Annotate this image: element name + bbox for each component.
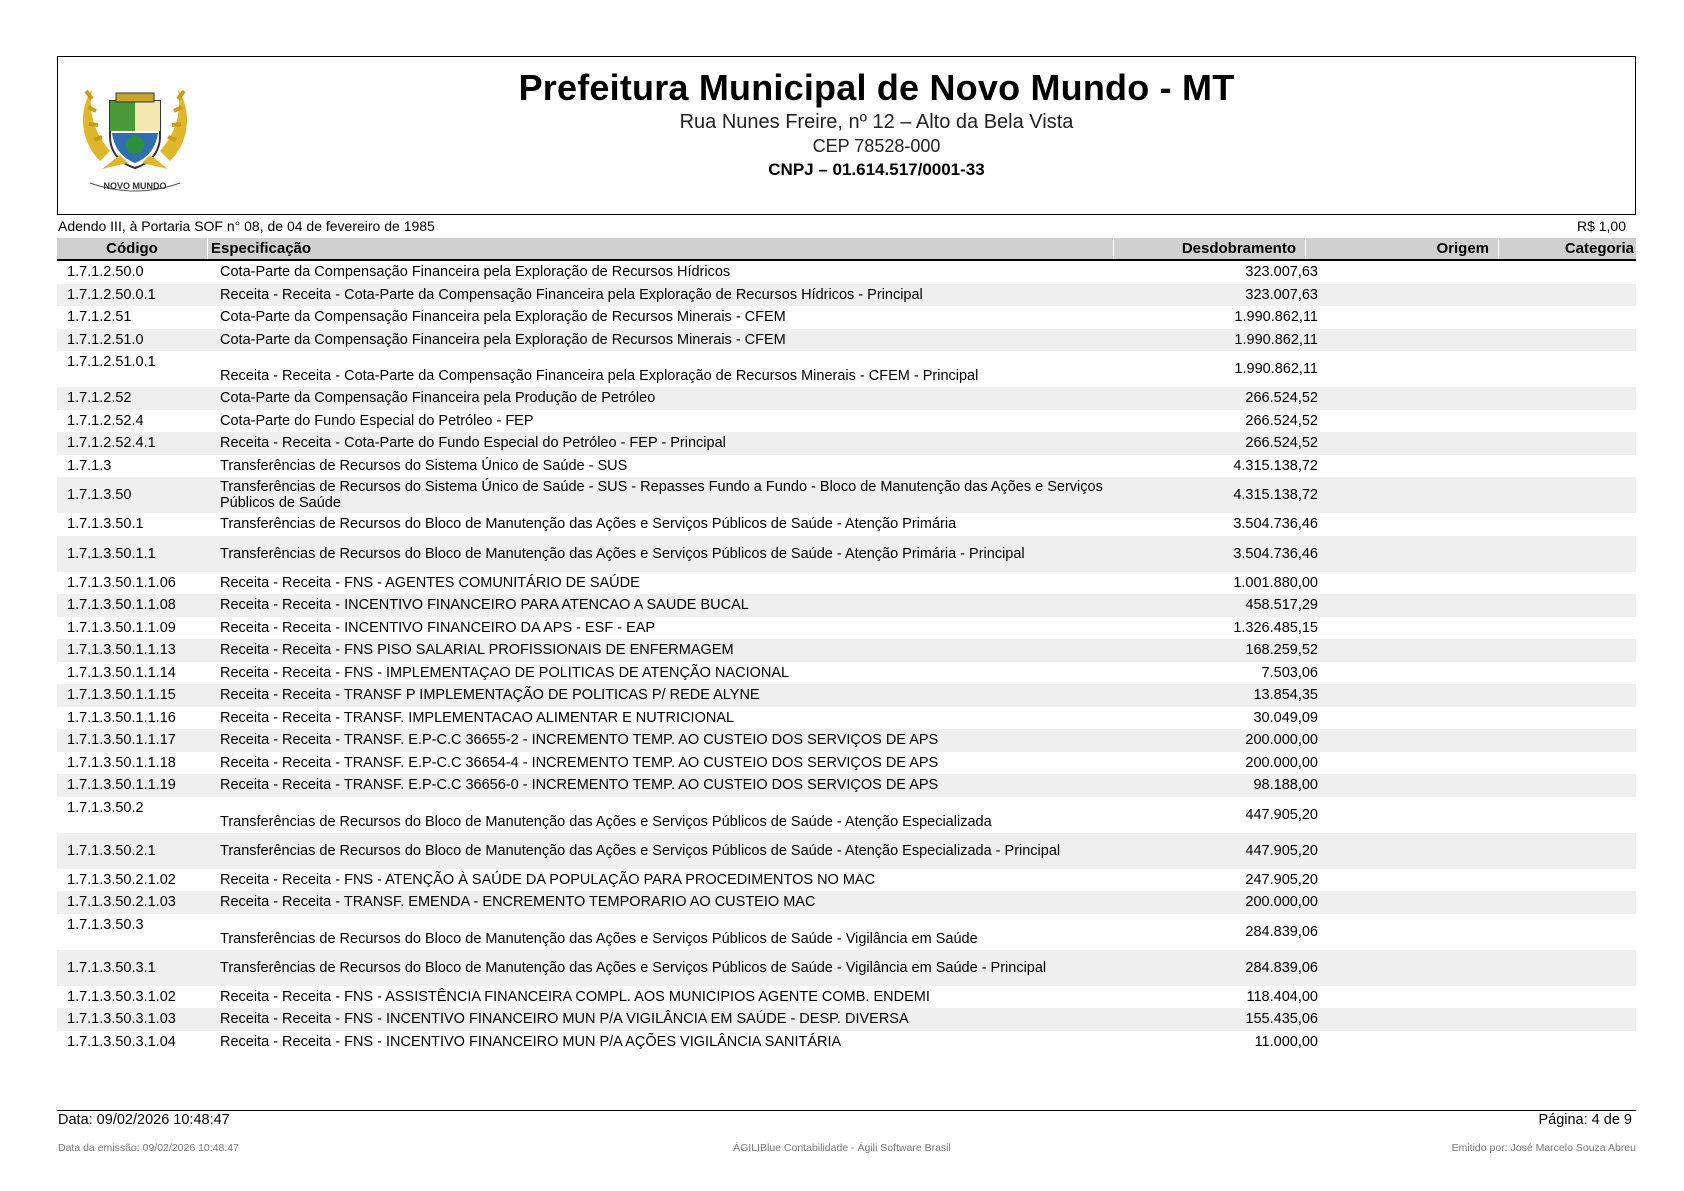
row-specification: Transferências de Recursos do Bloco de Manutenção das Ações e Serviços Públicos de Saúde - Atenção Especializada	[220, 813, 992, 830]
row-code: 1.7.1.3.50.3.1.02	[67, 988, 176, 1005]
row-specification: Receita - Receita - Cota-Parte da Compensação Financeira pela Exploração de Recursos Minerais - CFEM - Principal	[220, 368, 979, 384]
row-code: 1.7.1.2.50.0.1	[67, 286, 156, 303]
row-code: 1.7.1.3.50.1.1.15	[67, 687, 176, 704]
table-row	[57, 387, 1636, 410]
row-desdobramento: 266.524,52	[1245, 435, 1318, 452]
table-row	[57, 639, 1636, 662]
table-row	[57, 572, 1636, 595]
column-header-origem: Origem	[1305, 238, 1498, 259]
column-header-categoria: Categoria	[1498, 238, 1636, 259]
footer-date: Data: 09/02/2026 10:48:47	[58, 1112, 230, 1128]
revenue-table	[57, 238, 1636, 1053]
row-specification: Receita - Receita - FNS - AGENTES COMUNITÁRIO DE SAÚDE	[220, 574, 640, 591]
table-row	[57, 513, 1636, 536]
table-row	[57, 455, 1636, 478]
row-code: 1.7.1.3.50.3.1	[67, 959, 156, 976]
page-number: Página: 4 de 9	[1538, 1112, 1632, 1128]
table-row	[57, 869, 1636, 892]
row-desdobramento: 284.839,06	[1245, 923, 1318, 940]
table-row	[57, 684, 1636, 707]
row-code: 1.7.1.3.50.1.1.09	[67, 619, 176, 636]
footer-divider	[57, 1110, 1636, 1111]
row-desdobramento: 30.049,09	[1253, 709, 1318, 726]
row-code: 1.7.1.2.50.0	[67, 264, 144, 281]
row-code: 1.7.1.3.50.1.1.08	[67, 597, 176, 614]
row-specification: Transferências de Recursos do Bloco de Manutenção das Ações e Serviços Públicos de Saúde - Vigilância em Saúde	[220, 930, 978, 947]
row-specification: Transferências de Recursos do Bloco de Manutenção das Ações e Serviços Públicos de Saúde - Vigilância em Saúde - Principal	[220, 959, 1047, 976]
table-body	[57, 261, 1636, 1053]
table-row	[57, 891, 1636, 914]
svg-text:NOVO MUNDO: NOVO MUNDO	[103, 181, 167, 191]
row-desdobramento: 200.000,00	[1245, 894, 1318, 911]
table-row	[57, 707, 1636, 730]
row-desdobramento: 4.315.138,72	[1233, 487, 1318, 503]
row-desdobramento: 323.007,63	[1245, 264, 1318, 281]
row-code: 1.7.1.2.51.0.1	[67, 354, 156, 370]
row-desdobramento: 118.404,00	[1246, 988, 1318, 1005]
row-specification: Receita - Receita - FNS - ATENÇÃO À SAÚDE DA POPULAÇÃO PARA PROCEDIMENTOS NO MAC	[220, 871, 876, 888]
row-specification: Receita - Receita - Cota-Parte do Fundo Especial do Petróleo - FEP - Principal	[220, 435, 726, 452]
row-code: 1.7.1.3	[67, 457, 112, 474]
row-code: 1.7.1.3.50.3.1.03	[67, 1011, 176, 1028]
table-row	[57, 752, 1636, 775]
row-desdobramento: 155.435,06	[1245, 1011, 1318, 1028]
row-code: 1.7.1.3.50	[67, 487, 132, 503]
table-header	[57, 238, 1636, 261]
cep-line: CEP 78528-000	[812, 136, 941, 156]
row-specification: Cota-Parte da Compensação Financeira pela Exploração de Recursos Minerais - CFEM	[220, 309, 786, 326]
row-desdobramento: 98.188,00	[1253, 777, 1318, 794]
table-row	[57, 410, 1636, 433]
row-code: 1.7.1.3.50.1.1.13	[67, 642, 176, 659]
page-title: Prefeitura Municipal de Novo Mundo - MT	[518, 67, 1235, 108]
table-row	[57, 833, 1636, 869]
row-desdobramento: 458.517,29	[1245, 597, 1318, 614]
row-code: 1.7.1.3.50.1.1.17	[67, 732, 176, 749]
row-desdobramento: 323.007,63	[1245, 286, 1318, 303]
row-code: 1.7.1.2.52.4	[67, 412, 144, 429]
row-code: 1.7.1.3.50.1.1.18	[67, 754, 176, 771]
emission-date: Data da emissão: 09/02/2026 10:48:47	[58, 1142, 239, 1154]
row-code: 1.7.1.2.51	[67, 309, 132, 326]
column-header-especificacao: Especificação	[207, 238, 1113, 259]
row-desdobramento: 1.001.880,00	[1233, 574, 1318, 591]
table-row	[57, 662, 1636, 685]
row-desdobramento: 11.000,00	[1254, 1033, 1318, 1050]
report-subheader	[58, 218, 1626, 236]
row-desdobramento: 13.854,35	[1253, 687, 1318, 704]
row-desdobramento: 247.905,20	[1245, 871, 1318, 888]
table-row	[57, 351, 1636, 387]
row-desdobramento: 284.839,06	[1245, 959, 1318, 976]
row-specification: Receita - Receita - TRANSF. E.P-C.C 36656-0 - INCREMENTO TEMP. AO CUSTEIO DOS SERVIÇOS DE APS	[220, 777, 939, 794]
table-row	[57, 306, 1636, 329]
row-desdobramento: 266.524,52	[1245, 390, 1318, 407]
row-desdobramento: 4.315.138,72	[1233, 457, 1318, 474]
row-specification: Transferências de Recursos do Sistema Único de Saúde - SUS - Repasses Fundo a Fundo - Bloco de Manutenção das Ações e Serviços Públicos de Saúde	[220, 479, 1103, 511]
row-specification: Receita - Receita - FNS - INCENTIVO FINANCEIRO MUN P/A AÇÕES VIGILÂNCIA SANITÁRIA	[220, 1033, 842, 1050]
row-code: 1.7.1.3.50.2.1.02	[67, 871, 176, 888]
table-row	[57, 950, 1636, 986]
row-specification: Receita - Receita - FNS - INCENTIVO FINANCEIRO MUN P/A VIGILÂNCIA EM SAÚDE - DESP. DIVERSA	[220, 1011, 909, 1028]
table-row	[57, 261, 1636, 284]
table-row	[57, 1008, 1636, 1031]
row-desdobramento: 1.326.485,15	[1233, 619, 1318, 636]
issued-by: Emitido por: José Marcelo Souza Abreu	[1451, 1142, 1636, 1154]
table-row	[57, 1031, 1636, 1054]
row-specification: Receita - Receita - INCENTIVO FINANCEIRO DA APS - ESF - EAP	[220, 619, 656, 636]
row-specification: Receita - Receita - FNS - ASSISTÊNCIA FINANCEIRA COMPL. AOS MUNICIPIOS AGENTE COMB. ENDEMI	[220, 988, 930, 1005]
row-code: 1.7.1.3.50.1.1	[67, 545, 156, 562]
row-desdobramento: 1.990.862,11	[1234, 331, 1318, 348]
table-row	[57, 284, 1636, 307]
row-specification: Receita - Receita - TRANSF P IMPLEMENTAÇÃO DE POLITICAS P/ REDE ALYNE	[220, 687, 760, 704]
row-desdobramento: 7.503,06	[1261, 664, 1318, 681]
row-code: 1.7.1.2.52	[67, 390, 132, 407]
row-specification: Transferências de Recursos do Bloco de Manutenção das Ações e Serviços Públicos de Saúde - Atenção Especializada - Principal	[220, 842, 1061, 859]
report-reference: Adendo III, à Portaria SOF n° 08, de 04 de fevereiro de 1985	[58, 218, 435, 234]
row-specification: Receita - Receita - INCENTIVO FINANCEIRO PARA ATENCAO A SAUDE BUCAL	[220, 597, 749, 614]
row-code: 1.7.1.3.50.1.1.14	[67, 664, 176, 681]
row-specification: Transferências de Recursos do Sistema Único de Saúde - SUS	[220, 457, 628, 474]
row-specification: Transferências de Recursos do Bloco de Manutenção das Ações e Serviços Públicos de Saúde - Atenção Primária	[220, 516, 957, 533]
column-header-codigo: Código	[106, 240, 158, 257]
row-specification: Cota-Parte da Compensação Financeira pela Exploração de Recursos Minerais - CFEM	[220, 331, 786, 348]
currency-unit: R$ 1,00	[1576, 218, 1626, 234]
row-desdobramento: 168.259,52	[1245, 642, 1318, 659]
row-code: 1.7.1.3.50.2	[67, 799, 144, 816]
row-specification: Receita - Receita - TRANSF. EMENDA - ENCREMENTO TEMPORARIO AO CUSTEIO MAC	[220, 894, 816, 911]
cnpj-line: CNPJ – 01.614.517/0001-33	[768, 160, 985, 179]
table-row	[57, 729, 1636, 752]
table-row	[57, 477, 1636, 513]
row-specification: Cota-Parte do Fundo Especial do Petróleo - FEP	[220, 412, 534, 429]
row-specification: Receita - Receita - TRANSF. E.P-C.C 36655-2 - INCREMENTO TEMP. AO CUSTEIO DOS SERVIÇOS DE APS	[220, 732, 939, 749]
column-header-desdobramento: Desdobramento	[1113, 238, 1305, 259]
row-code: 1.7.1.3.50.1.1.16	[67, 709, 176, 726]
row-specification: Transferências de Recursos do Bloco de Manutenção das Ações e Serviços Públicos de Saúde - Atenção Primária - Principal	[220, 545, 1025, 562]
row-specification: Receita - Receita - FNS PISO SALARIAL PROFISSIONAIS DE ENFERMAGEM	[220, 642, 734, 659]
table-row	[57, 329, 1636, 352]
row-desdobramento: 1.990.862,11	[1234, 361, 1318, 377]
row-code: 1.7.1.3.50.1.1.06	[67, 574, 176, 591]
row-code: 1.7.1.3.50.2.1.03	[67, 894, 176, 911]
row-specification: Receita - Receita - TRANSF. E.P-C.C 36654-4 - INCREMENTO TEMP. AO CUSTEIO DOS SERVIÇOS DE APS	[220, 754, 939, 771]
row-code: 1.7.1.3.50.3	[67, 916, 144, 933]
table-row	[57, 774, 1636, 797]
table-row	[57, 432, 1636, 455]
row-specification: Receita - Receita - FNS - IMPLEMENTAÇAO DE POLITICAS DE ATENÇÃO NACIONAL	[220, 664, 790, 681]
row-specification: Receita - Receita - TRANSF. IMPLEMENTACAO ALIMENTAR E NUTRICIONAL	[220, 709, 735, 726]
row-desdobramento: 447.905,20	[1245, 842, 1318, 859]
row-code: 1.7.1.2.51.0	[67, 331, 144, 348]
row-desdobramento: 447.905,20	[1245, 806, 1318, 823]
row-code: 1.7.1.2.52.4.1	[67, 435, 156, 452]
table-row	[57, 986, 1636, 1009]
table-row	[57, 536, 1636, 572]
row-desdobramento: 1.990.862,11	[1234, 309, 1318, 326]
row-code: 1.7.1.3.50.1.1.19	[67, 777, 176, 794]
table-row	[57, 594, 1636, 617]
software-credit: ÁGILIBlue Contabilidade - Ágili Software Brasil	[733, 1142, 951, 1154]
table-row	[57, 617, 1636, 640]
report-header	[57, 56, 1636, 215]
row-desdobramento: 3.504.736,46	[1233, 516, 1318, 533]
row-desdobramento: 3.504.736,46	[1233, 545, 1318, 562]
row-specification: Cota-Parte da Compensação Financeira pela Produção de Petróleo	[220, 390, 656, 407]
row-desdobramento: 266.524,52	[1245, 412, 1318, 429]
table-row	[57, 914, 1636, 950]
row-code: 1.7.1.3.50.3.1.04	[67, 1033, 176, 1050]
row-specification: Cota-Parte da Compensação Financeira pela Exploração de Recursos Hídricos	[220, 264, 731, 281]
row-desdobramento: 200.000,00	[1245, 732, 1318, 749]
address-line: Rua Nunes Freire, nº 12 – Alto da Bela Vista	[679, 111, 1074, 133]
row-code: 1.7.1.3.50.1	[67, 516, 144, 533]
row-specification: Receita - Receita - Cota-Parte da Compensação Financeira pela Exploração de Recursos Hídricos - Principal	[220, 286, 923, 303]
row-desdobramento: 200.000,00	[1245, 754, 1318, 771]
row-code: 1.7.1.3.50.2.1	[67, 842, 156, 859]
table-row	[57, 797, 1636, 833]
